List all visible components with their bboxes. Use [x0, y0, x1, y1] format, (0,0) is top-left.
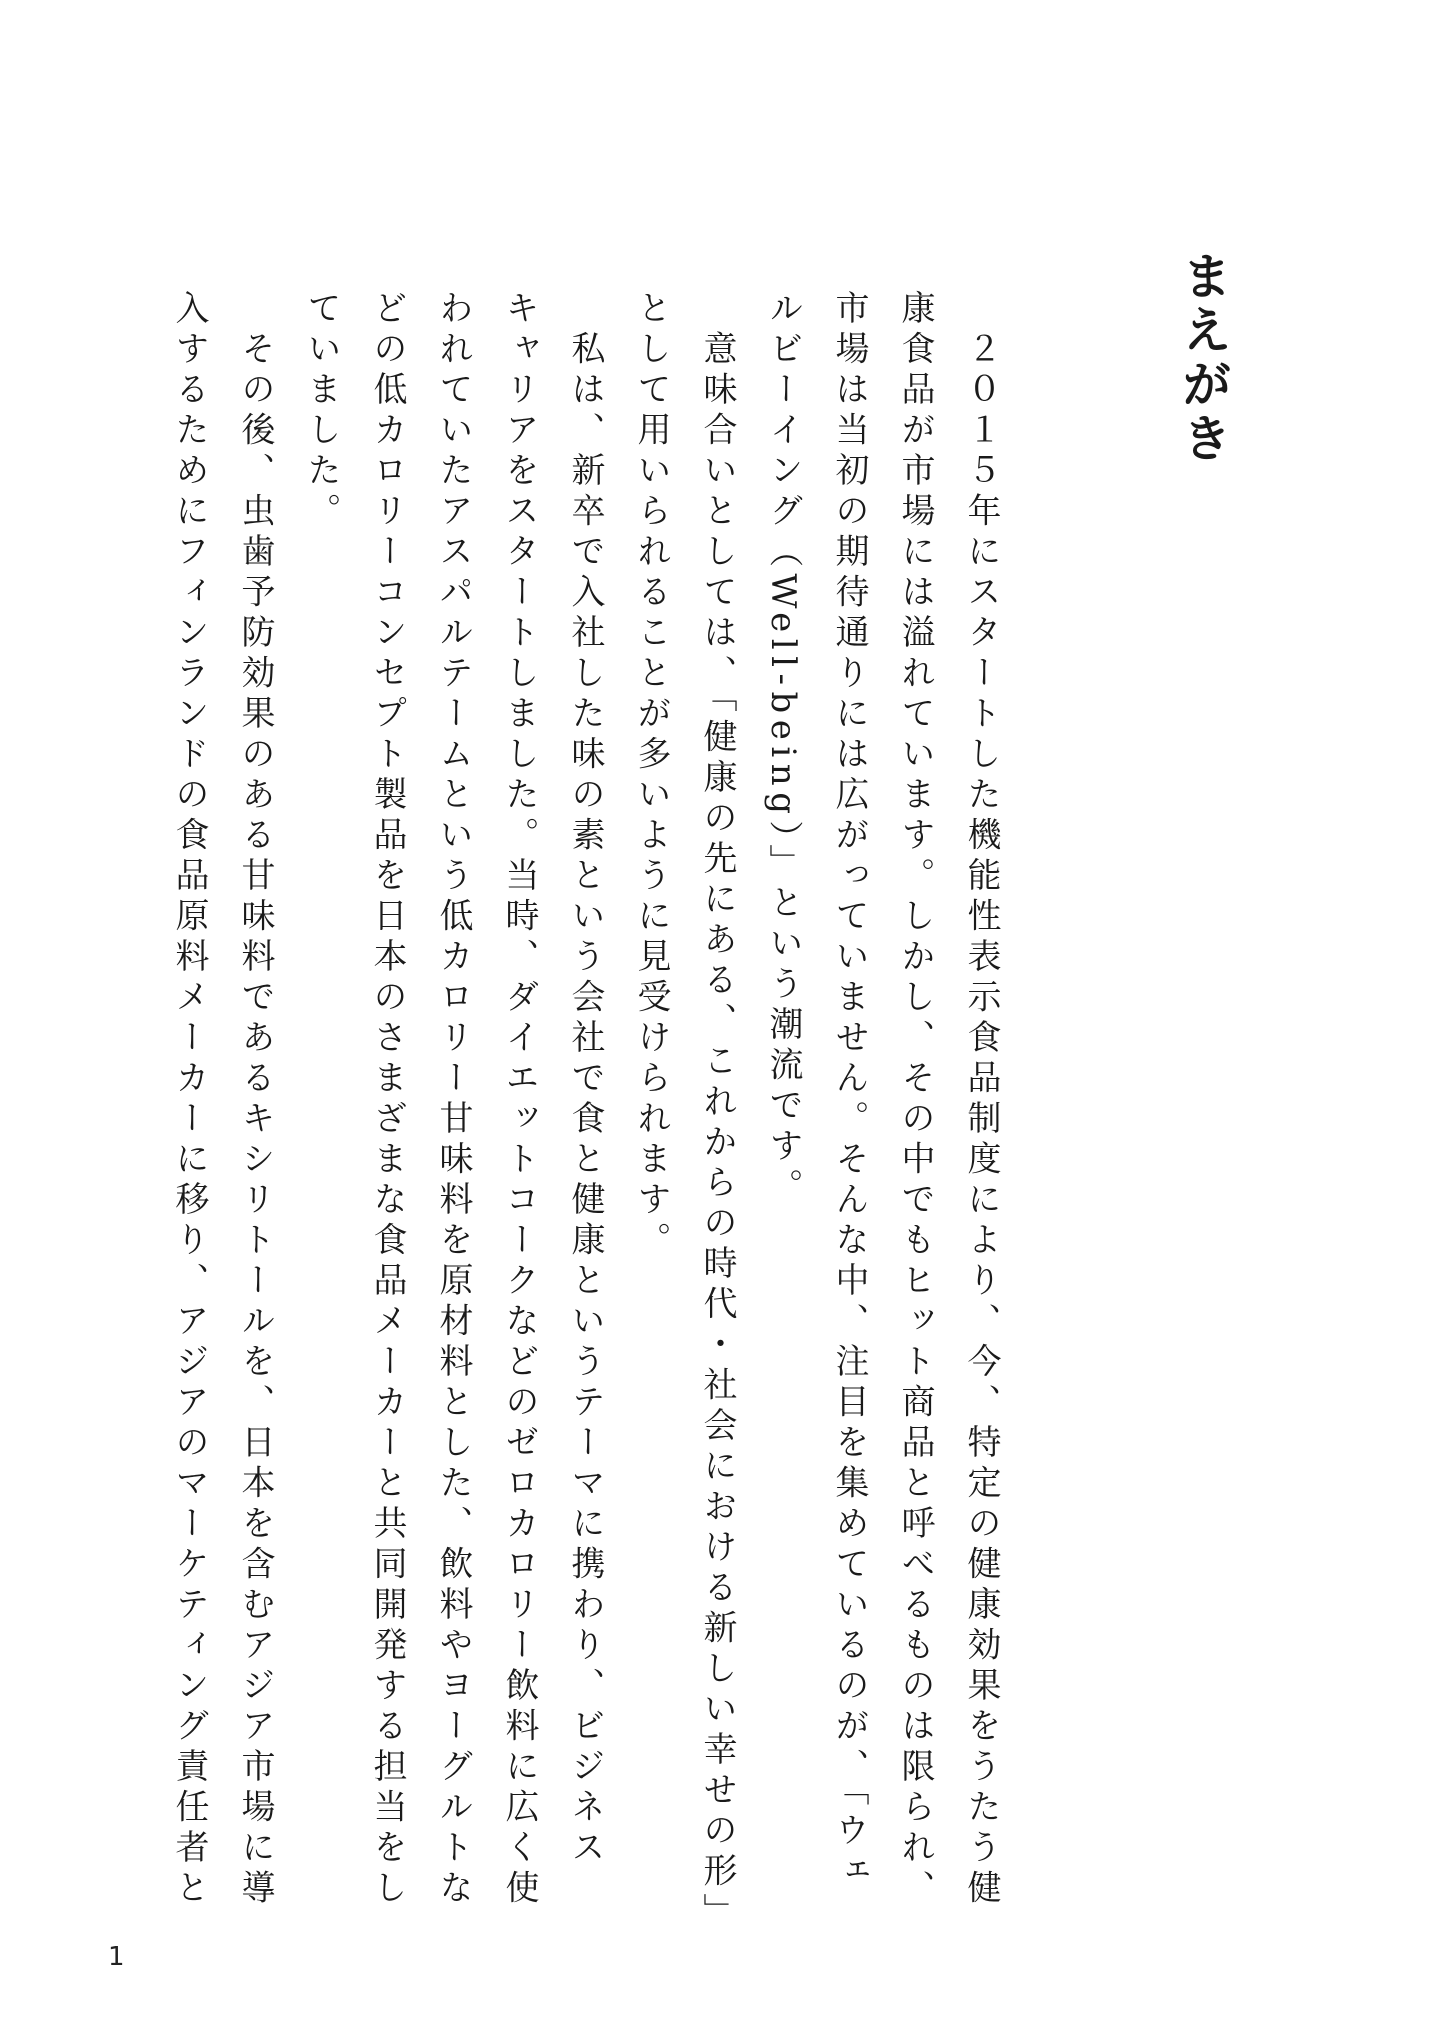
- text-column: どの低カロリーコンセプト製品を日本のさまざまな食品メーカーと共同開発する担当をし: [367, 290, 407, 1910]
- text-column: として用いられることが多いように見受けられます。: [631, 290, 671, 1262]
- chapter-title: まえがき: [1174, 250, 1232, 466]
- text-column: 私は、新卒で入社した味の素という会社で食と健康というテーマに携わり、ビジネス: [565, 290, 605, 1870]
- text-column: 入するためにフィンランドの食品原料メーカーに移り、アジアのマーケティング責任者と: [169, 290, 209, 1910]
- text-column: 康食品が市場には溢れています。しかし、その中でもヒット商品と呼べるものは限られ、: [895, 290, 935, 1910]
- text-column: ていました。: [301, 290, 341, 533]
- body-text: [156, 290, 1014, 1934]
- text-column: われていたアスパルテームという低カロリー甘味料を原材料とした、飲料やヨーグルトな: [433, 290, 473, 1910]
- text-column: 市場は当初の期待通りには広がっていません。そんな中、注目を集めているのが、「ウェ: [829, 290, 869, 1893]
- page-number: 1: [108, 1942, 125, 1972]
- text-column: 意味合いとしては、「健康の先にある、これからの時代・社会における新しい幸せの形」: [697, 290, 737, 1934]
- text-column: キャリアをスタートしました。当時、ダイエットコークなどのゼロカロリー飲料に広く使: [499, 290, 539, 1910]
- text-column: ２０１５年にスタートした機能性表示食品制度により、今、特定の健康効果をうたう健: [961, 290, 1001, 1910]
- text-column: その後、虫歯予防効果のある甘味料であるキシリトールを、日本を含むアジア市場に導: [235, 290, 275, 1910]
- text-column: ルビーイング（Well-being）」という潮流です。: [763, 290, 803, 1209]
